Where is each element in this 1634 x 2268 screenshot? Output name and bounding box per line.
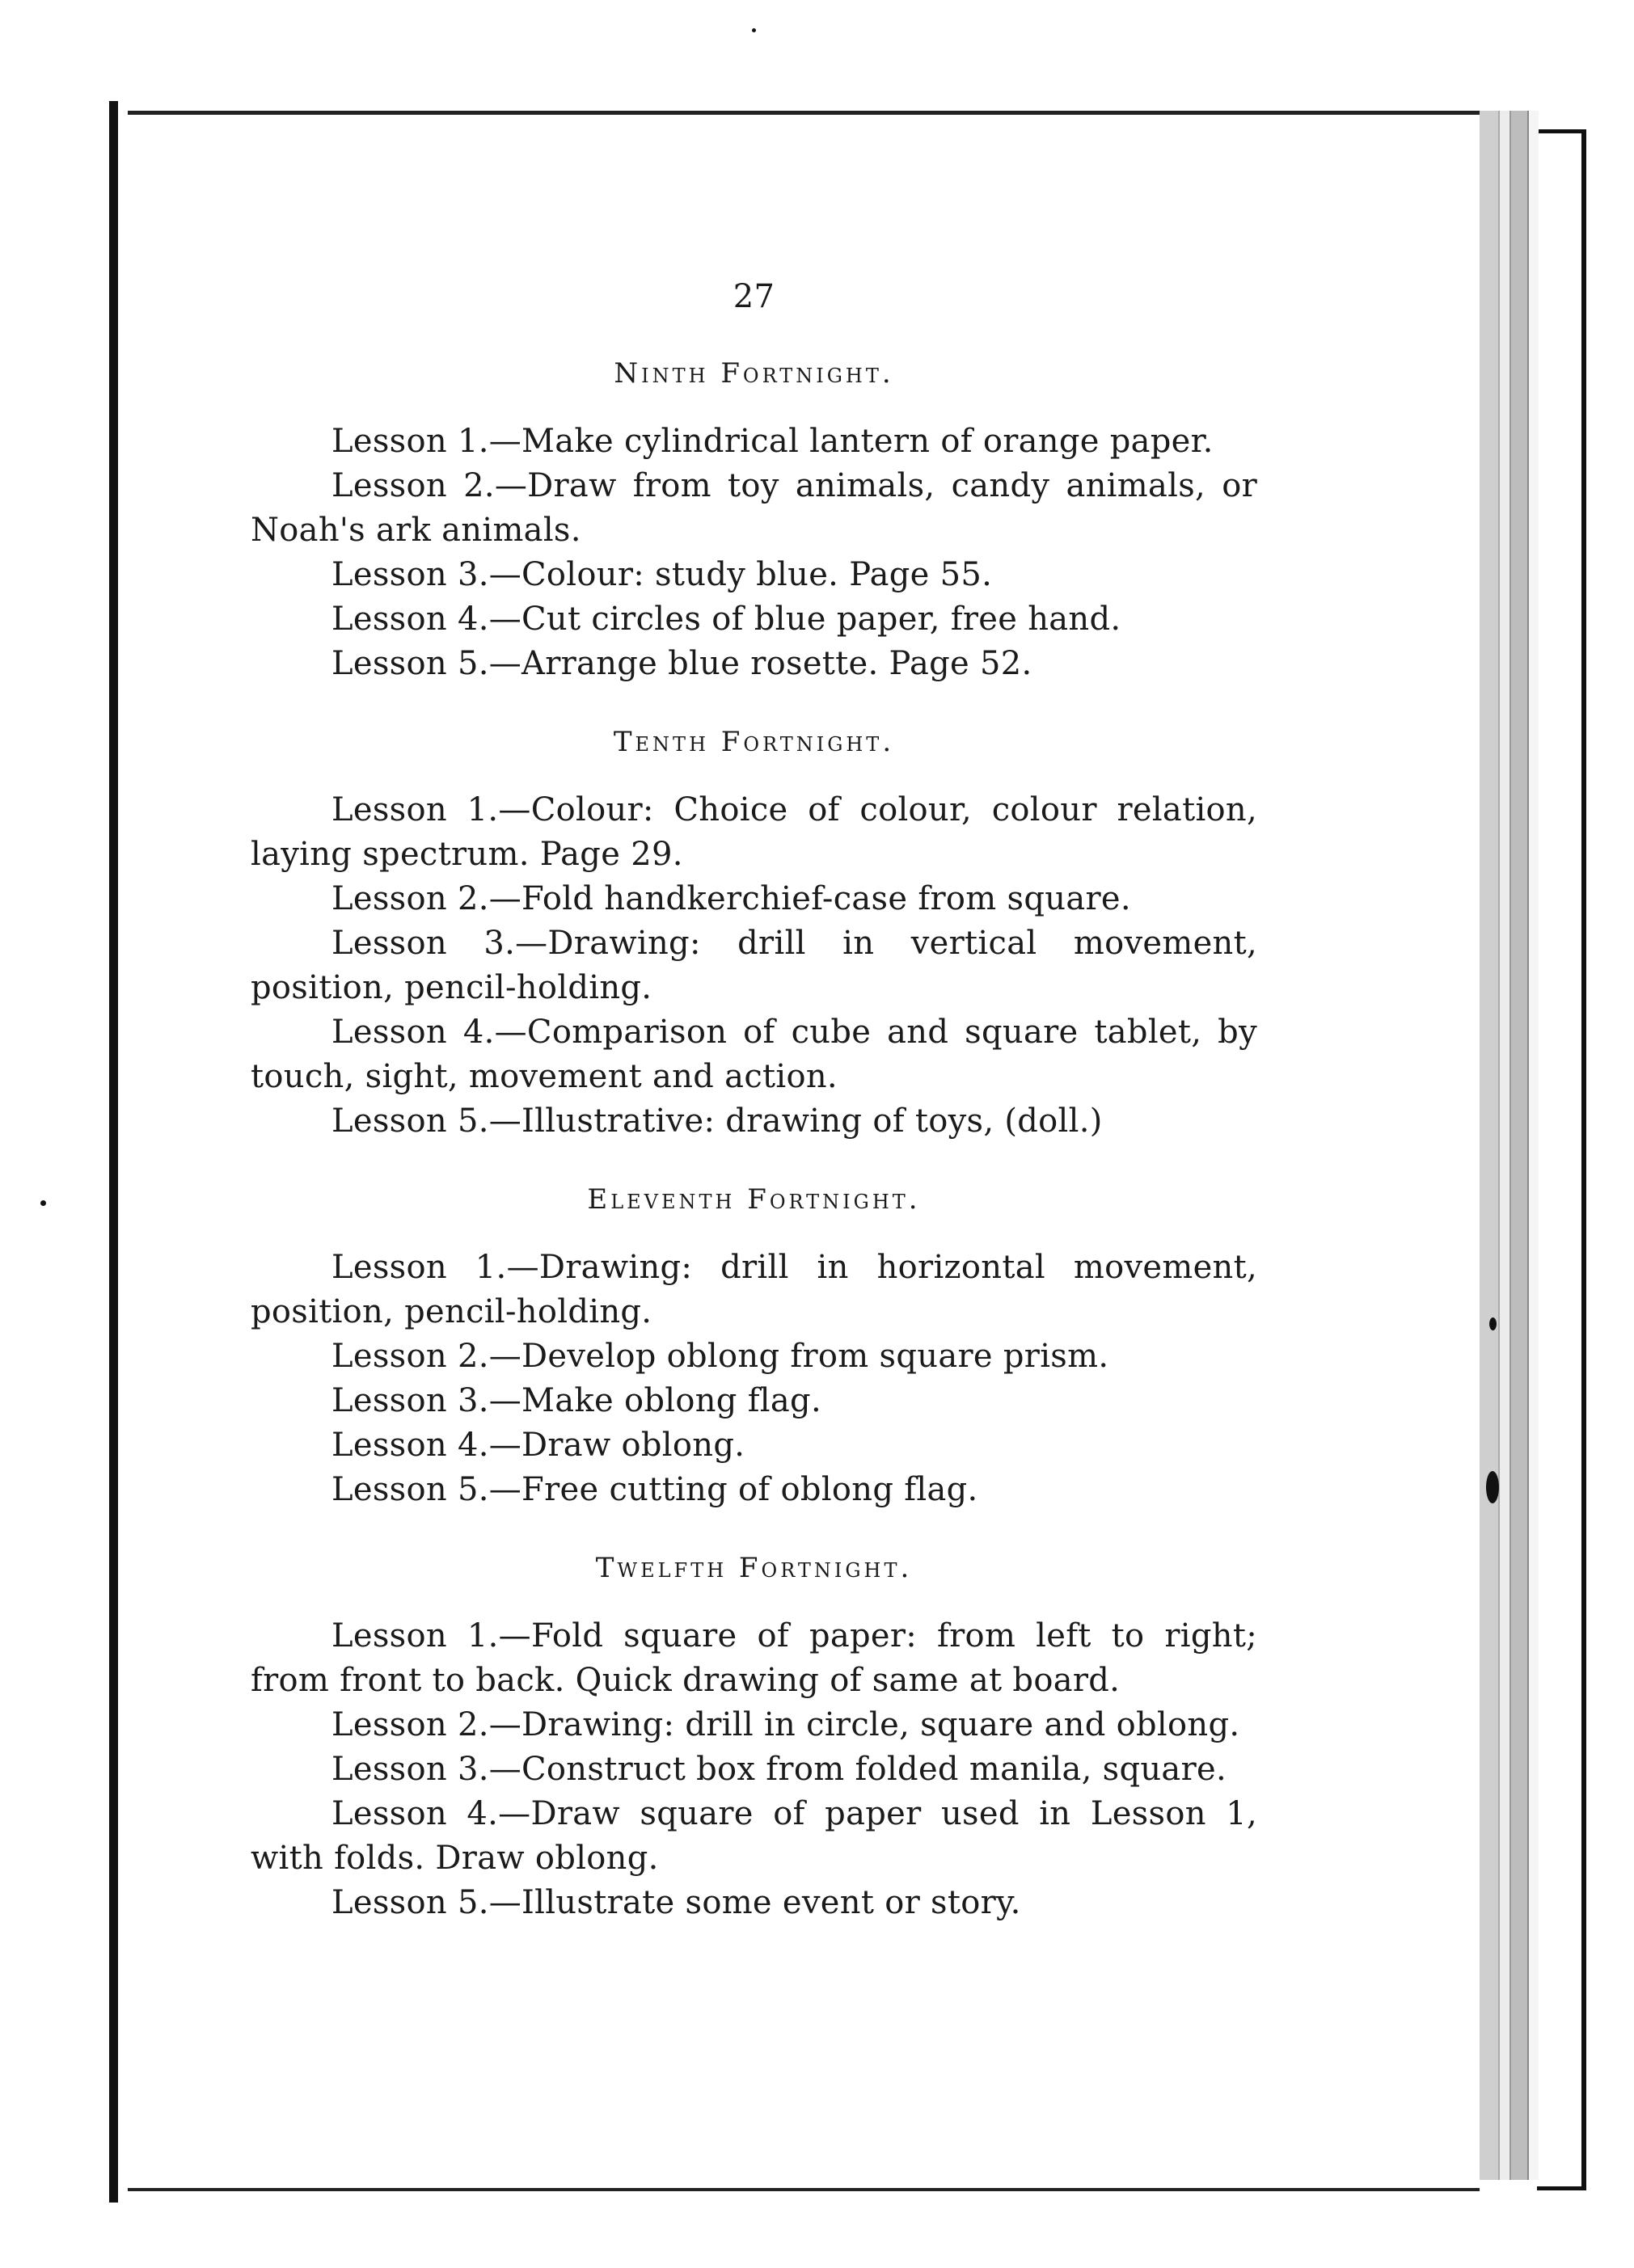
lesson-label: Lesson 5.: [331, 1102, 489, 1140]
lesson-text: —Comparison of cube and square tablet, by touch, sight, movement and action.: [251, 1014, 1257, 1095]
lesson-label: Lesson 2.: [331, 880, 489, 917]
lesson-text: —Colour: study blue. Page 55.: [488, 556, 993, 593]
lesson-item: [251, 1379, 1257, 1423]
previous-page-edge: [0, 101, 118, 2203]
lesson-label: Lesson 1.: [331, 1249, 507, 1286]
scan-blemish: [1489, 1317, 1497, 1330]
lesson-item: [251, 1614, 1257, 1703]
scan-blemish: [1486, 1471, 1499, 1503]
section-ninth-fortnight: [251, 353, 1257, 686]
lesson-text: —Draw from toy animals, candy animals, or Noah's ark animals.: [251, 467, 1257, 549]
section-tenth-fortnight: [251, 722, 1257, 1144]
lesson-text: —Construct box from folded manila, square.: [488, 1751, 1227, 1788]
scan-blemish: [40, 1200, 46, 1206]
lesson-text: —Draw square of paper used in Lesson 1, with folds. Draw oblong.: [251, 1795, 1257, 1877]
lesson-label: Lesson 2.: [331, 1706, 489, 1743]
lesson-item: [251, 1881, 1257, 1925]
lesson-item: [251, 1747, 1257, 1792]
lesson-text: —Colour: Choice of colour, colour relation, laying spectrum. Page 29.: [251, 791, 1257, 873]
lesson-item: [251, 1423, 1257, 1468]
lesson-label: Lesson 4.: [331, 601, 489, 638]
page-number: 27: [733, 278, 775, 315]
lesson-label: Lesson 5.: [331, 645, 489, 682]
lesson-text: —Draw oblong.: [488, 1427, 745, 1464]
lesson-label: Lesson 3.: [331, 556, 489, 593]
lesson-text: —Illustrative: drawing of toys, (doll.): [488, 1102, 1103, 1140]
lesson-label: Lesson 3.: [331, 1751, 489, 1788]
lesson-item: [251, 1246, 1257, 1334]
scan-blemish: [752, 28, 756, 32]
lesson-item: [251, 1703, 1257, 1747]
page-edge-stack: [1509, 111, 1529, 2180]
lesson-label: Lesson 3.: [331, 925, 516, 962]
lesson-item: [251, 788, 1257, 877]
lesson-item: [251, 877, 1257, 921]
lesson-item: [251, 1010, 1257, 1099]
lesson-label: Lesson 4.: [331, 1427, 489, 1464]
lesson-text: —Illustrate some event or story.: [488, 1884, 1021, 1921]
section-twelfth-fortnight: [251, 1548, 1257, 1925]
lesson-text: —Cut circles of blue paper, free hand.: [488, 601, 1121, 638]
lesson-item: [251, 597, 1257, 642]
lesson-item: [251, 1334, 1257, 1379]
lesson-text: —Make cylindrical lantern of orange paper.: [488, 423, 1214, 460]
section-heading: Ninth Fortnight.: [614, 357, 894, 390]
lesson-item: [251, 553, 1257, 597]
lesson-text: —Drawing: drill in circle, square and oblong.: [488, 1706, 1240, 1743]
lesson-label: Lesson 3.: [331, 1382, 489, 1419]
lesson-text: —Arrange blue rosette. Page 52.: [488, 645, 1032, 682]
lesson-label: Lesson 1.: [331, 423, 489, 460]
back-cover-edge: [1537, 129, 1586, 2190]
lesson-text: —Drawing: drill in horizontal movement, position, pencil-holding.: [251, 1249, 1257, 1330]
lesson-label: Lesson 1.: [331, 1617, 499, 1655]
page-content: [251, 275, 1257, 1961]
lesson-text: —Develop oblong from square prism.: [488, 1338, 1109, 1375]
lesson-label: Lesson 4.: [331, 1795, 499, 1832]
lesson-label: Lesson 4.: [331, 1014, 495, 1051]
lesson-item: [251, 1099, 1257, 1144]
lesson-item: [251, 1792, 1257, 1881]
section-heading: Tenth Fortnight.: [613, 726, 895, 758]
lesson-item: [251, 1468, 1257, 1512]
lesson-item: [251, 464, 1257, 553]
section-heading: Eleventh Fortnight.: [587, 1183, 921, 1216]
section-eleventh-fortnight: [251, 1179, 1257, 1512]
section-heading: Twelfth Fortnight.: [595, 1552, 913, 1584]
lesson-text: —Fold handkerchief-case from square.: [488, 880, 1131, 917]
lesson-item: [251, 921, 1257, 1010]
lesson-label: Lesson 5.: [331, 1884, 489, 1921]
lesson-label: Lesson 5.: [331, 1471, 489, 1508]
lesson-text: —Fold square of paper: from left to right; from front to back. Quick drawing of same at board.: [251, 1617, 1257, 1699]
lesson-text: —Free cutting of oblong flag.: [488, 1471, 978, 1508]
page-edge-stack: [1527, 111, 1539, 2180]
lesson-label: Lesson 1.: [331, 791, 499, 828]
lesson-item: [251, 419, 1257, 464]
lesson-label: Lesson 2.: [331, 1338, 489, 1375]
lesson-label: Lesson 2.: [331, 467, 495, 504]
lesson-text: —Make oblong flag.: [488, 1382, 821, 1419]
lesson-text: —Drawing: drill in vertical movement, position, pencil-holding.: [251, 925, 1257, 1006]
lesson-item: [251, 642, 1257, 686]
